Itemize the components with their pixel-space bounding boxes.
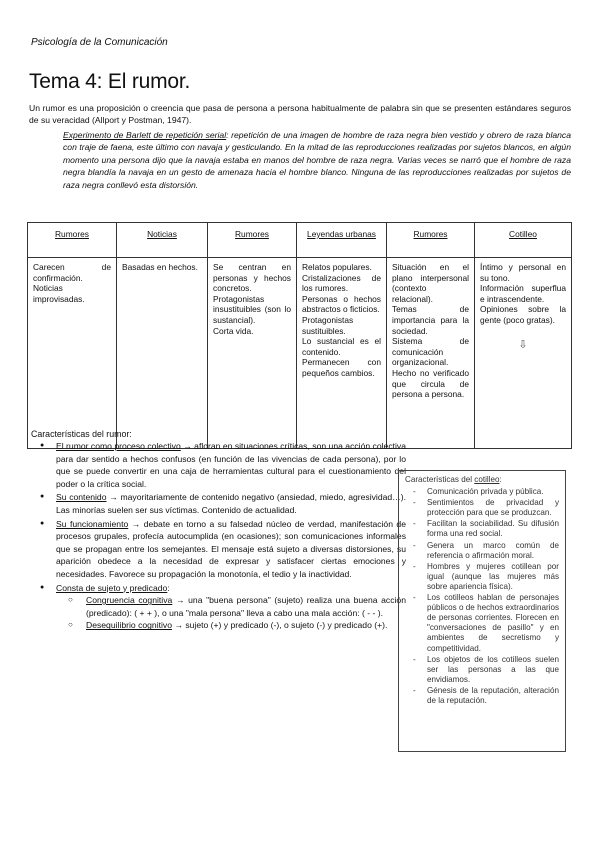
table-header: Cotilleo: [475, 223, 572, 258]
experiment-label: Experimento de Barlett de repetición serial: [63, 130, 227, 140]
table-header-row: [28, 223, 572, 258]
header-subject: Psicología de la Comunicación: [31, 37, 168, 48]
cell-line: Permanecen con pequeños cambios.: [302, 357, 381, 378]
cell-line: Íntimo y personal en su tono.: [480, 262, 566, 283]
item-label: El rumor como proceso colectivo: [56, 441, 181, 451]
cell-line: Información superflua e intrascendente.: [480, 283, 566, 304]
box-title-keyword: cotilleo: [474, 475, 500, 484]
list-item: - Facilitan la sociabilidad. Su difusión forma una red social.: [427, 519, 559, 539]
item-text: → mayoritariamente de contenido negativo (ansiedad, miedo, agresividad…). Las minorías suelen ser sus víctimas. Contenido de actualidad.: [56, 492, 407, 515]
item-label: Su funcionamiento: [56, 518, 129, 529]
sub-list: [56, 594, 406, 632]
cell-line: Sistema de comunicación organizacional.: [392, 336, 469, 368]
table-row: [28, 258, 572, 449]
list-item: - Los objetos de los cotilleos suelen ser las personas a las que envidiamos.: [427, 655, 559, 685]
gossip-box-title: [405, 475, 559, 485]
table-header: Rumores: [387, 223, 475, 258]
section-title: Características del rumor:: [31, 429, 132, 439]
comparison-table: [27, 222, 572, 449]
characteristics-list: [36, 440, 406, 633]
item-label: Su contenido: [56, 492, 107, 503]
table-cell: [387, 258, 475, 449]
cell-line: Personas o hechos abstractos o ficticios.: [302, 293, 381, 315]
cell-line: Opiniones sobre la gente (poco gratas).: [480, 304, 566, 325]
table-header: Rumores: [208, 223, 297, 258]
list-item: [56, 518, 406, 581]
table-cell: [475, 258, 572, 449]
cell-line: Carecen de confirmación.: [33, 262, 111, 283]
cell-line: Relatos populares.: [302, 262, 372, 272]
experiment-paragraph: [63, 129, 571, 191]
gossip-box: [398, 470, 566, 752]
cell-line: Basadas en hechos.: [122, 262, 198, 272]
cell-line: Corta vida.: [213, 325, 254, 336]
list-item: - Los cotilleos hablan de personajes públicos o de hechos extraordinarios de personas corrientes. Florecen en "conversaciones de pasillo" y en ambientes de secretismo y competitividad.: [427, 593, 559, 654]
list-item: [56, 582, 406, 632]
table-header: Leyendas urbanas: [297, 223, 387, 258]
item-text: → debate en torno a su falsedad núcleo de verdad, manifestación de procesos grupales, profecía autocumplida (en ocasiones); son comunicaciones informales que se propagan entre los semejantes. El mensaje está sujeto a diversas distorsiones, su aparición obedece a la necesidad de expresar y satisfacer ciertas emociones y necesidades. Favorece su propagación la monotonía, el tedio y la inactividad.: [56, 518, 406, 579]
table-cell: [208, 258, 297, 449]
item-label: Consta de sujeto y predicado: [56, 582, 168, 593]
cell-line: Lo sustancial es el contenido.: [302, 336, 381, 357]
list-item: - Genera un marco común de referencia o afirmación moral.: [427, 541, 559, 561]
gossip-list: [405, 487, 559, 706]
sub-list-item: [86, 594, 406, 619]
intro-paragraph: Un rumor es una proposición o creencia que pasa de persona a persona habitualmente de palabra sin que se presenten estándares seguros de su veracidad (Allport y Postman, 1947).: [29, 103, 571, 126]
box-title-suffix: :: [499, 475, 502, 484]
table-cell: [28, 258, 117, 449]
table-cell: [117, 258, 208, 449]
item-label: Congruencia cognitiva: [86, 595, 173, 606]
cell-line: Situación en el plano interpersonal (contexto relacional).: [392, 262, 469, 304]
item-text: :: [167, 582, 170, 593]
item-text: → sujeto (+) y predicado (-), o sujeto (-) y predicado (+).: [171, 620, 388, 631]
table-header: Rumores: [28, 223, 117, 258]
item-label: Desequilibrio cognitivo: [86, 620, 172, 631]
cell-line: Se centran en personas y hechos concretos.: [213, 262, 291, 294]
table-header: Noticias: [117, 223, 208, 258]
cell-line: Noticias improvisadas.: [33, 283, 85, 304]
cell-line: Hecho no verificado que circula de persona a persona.: [392, 367, 469, 400]
cell-line: Protagonistas insustituibles (son lo sustancial).: [213, 293, 291, 325]
list-item: [56, 440, 406, 490]
box-title-prefix: Características del: [405, 475, 475, 484]
list-item: - Hombres y mujeres cotillean por igual (aunque las mujeres más sobre apariencia física).: [427, 562, 559, 592]
list-item: - Comunicación privada y pública.: [427, 487, 559, 497]
sub-list-item: [86, 619, 406, 632]
table-cell: [297, 258, 387, 449]
list-item: - Génesis de la reputación, alteración de la reputación.: [427, 686, 559, 706]
cell-line: Cristalizaciones de los rumores.: [302, 272, 381, 294]
cell-line: Temas de importancia para la sociedad.: [392, 304, 469, 336]
cell-line: Protagonistas sustituibles.: [302, 314, 354, 336]
experiment-text: : repetición de una imagen de hombre de raza negra bien vestido y obrero de raza blanca con traje de faena, este último con navaja y gesticulando. En la mitad de las reproducciones realizadas por sujetos blancos, en algún momento una persona dijo que la navaja estaba en manos del hombre de raza negra. Varias veces se narró que el hombre de raza negra blandía la navaja en un gesto de amenaza hacia el hombre blanco. Ninguna de las reproducciones realizadas por sujetos de raza negra conllevó esta distorsión.: [63, 130, 572, 190]
arrow-down-icon: ⇩: [518, 338, 528, 351]
list-item: [56, 491, 406, 516]
item-text: → afloran en situaciones críticas, son una acción colectiva para dar sentido a hechos confusos (en función de las vivencias de cada persona), por lo que se puede convertir en una caja de herramientas cultural para el cuestionamiento del poder o la crítica social.: [56, 441, 406, 489]
item-text: → una "buena persona" (sujeto) realiza una buena acción (predicado): ( + + ), o una "mala persona" lleva a cabo una mala acción: ( - - ).: [86, 595, 406, 618]
page-title: Tema 4: El rumor.: [29, 70, 191, 93]
list-item: - Sentimientos de privacidad y protección para que se produzcan.: [427, 498, 559, 518]
